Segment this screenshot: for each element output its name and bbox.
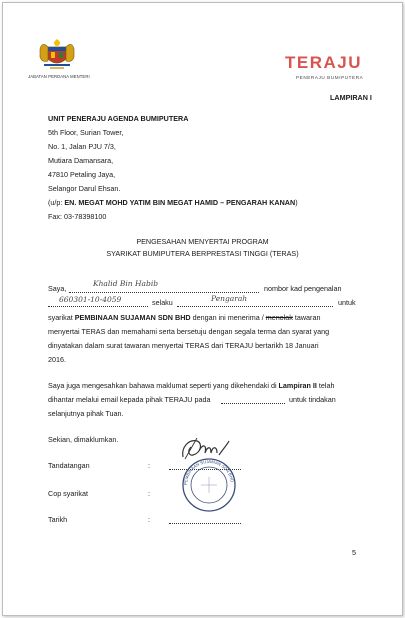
address-line: Mutiara Damansara, bbox=[48, 156, 114, 165]
name-handwritten: Khalid Bin Habib bbox=[93, 279, 159, 288]
fax-line: Fax: 03-78398100 bbox=[48, 212, 107, 221]
brand-name: TERAJU bbox=[285, 53, 363, 72]
position-field bbox=[177, 298, 333, 307]
brand-logo bbox=[285, 53, 362, 73]
paragraph-2-line-3: selanjutnya pihak Tuan. bbox=[48, 409, 124, 418]
cop-label: Cop syarikat bbox=[48, 489, 88, 498]
email-date-field bbox=[221, 395, 285, 404]
saya-label: Saya, bbox=[48, 284, 67, 293]
attention-name: EN. MEGAT MOHD YATIM BIN MEGAT HAMID – PENGARAH KANAN bbox=[64, 198, 296, 207]
company-name: PEMBINAAN SUJAMAN SDN BHD bbox=[74, 313, 191, 322]
menolak-struck: menolak bbox=[265, 313, 293, 322]
lampiran-ii-ref: Lampiran II bbox=[278, 381, 317, 390]
paragraph-1-line-1: syarikat PEMBINAAN SUJAMAN SDN BHD dengan ini menerima / menolak tawaran bbox=[48, 313, 321, 322]
closing-text: Sekian, dimaklumkan. bbox=[48, 435, 119, 444]
page-number: 5 bbox=[352, 548, 356, 557]
position-handwritten: Pengarah bbox=[211, 294, 248, 303]
nombor-label: nombor kad pengenalan bbox=[264, 284, 342, 293]
colon: : bbox=[148, 489, 150, 498]
attention-line: (u/p: EN. MEGAT MOHD YATIM BIN MEGAT HAMID – PENGARAH KANAN) bbox=[48, 198, 298, 207]
address-line: No. 1, Jalan PJU 7/3, bbox=[48, 142, 116, 151]
paragraph-2-line-1: Saya juga mengesahkan bahawa maklumat seperti yang dikehendaki di Lampiran II telah bbox=[48, 381, 335, 390]
colon: : bbox=[148, 515, 150, 524]
lampiran-label: LAMPIRAN I bbox=[330, 93, 372, 102]
stamp-text: PEMBINAAN SUJAMAN SDN BHD bbox=[182, 458, 235, 486]
address-unit: UNIT PENERAJU AGENDA BUMIPUTERA bbox=[48, 114, 189, 123]
address-line: Selangor Darul Ehsan. bbox=[48, 184, 121, 193]
colon: : bbox=[148, 461, 150, 470]
paragraph-1-line-3: dinyatakan dalam surat tawaran menyertai TERAS dari TERAJU bertarikh 18 Januari bbox=[48, 341, 319, 350]
ic-handwritten: 660301-10-4059 bbox=[59, 295, 122, 304]
tandatangan-label: Tandatangan bbox=[48, 461, 90, 470]
title-line-1: PENGESAHAN MENYERTAI PROGRAM bbox=[136, 237, 269, 246]
tarikh-label: Tarikh bbox=[48, 515, 68, 524]
document-page bbox=[2, 2, 403, 616]
paragraph-1-line-4: 2016. bbox=[48, 355, 66, 364]
address-line: 47810 Petaling Jaya, bbox=[48, 170, 116, 179]
paragraph-2-line-2-a: dihantar melalui email kepada pihak TERAJU pada bbox=[48, 395, 211, 404]
brand-tagline: PENERAJU BUMIPUTERA bbox=[296, 75, 364, 80]
address-line: 5th Floor, Surian Tower, bbox=[48, 128, 124, 137]
paragraph-1-line-2: menyertai TERAS dan memahami serta bersetuju dengan segala terma dan syarat yang bbox=[48, 327, 330, 336]
coat-of-arms-icon bbox=[36, 37, 78, 71]
paragraph-2-line-2-b: untuk tindakan bbox=[289, 395, 336, 404]
title-line-2: SYARIKAT BUMIPUTERA BERPRESTASI TINGGI (TERAS) bbox=[106, 249, 299, 258]
date-field bbox=[169, 515, 241, 524]
company-stamp-icon bbox=[179, 457, 239, 513]
agency-label: JABATAN PERDANA MENTERI bbox=[28, 74, 90, 79]
selaku-label: selaku bbox=[152, 298, 173, 307]
untuk-label: untuk bbox=[338, 298, 356, 307]
